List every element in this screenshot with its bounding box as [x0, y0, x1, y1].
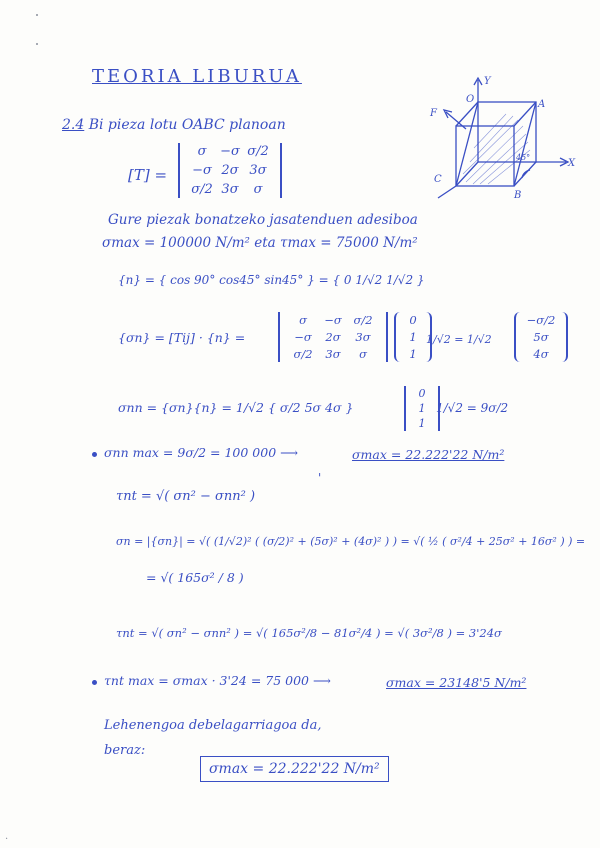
tensor-cell: σ [197, 144, 207, 159]
tensor-cell: σ/2 [247, 144, 269, 159]
tau-definition: τnt = √( σn² − σnn² ) [116, 489, 256, 504]
page-title: TEORIA LIBURUA [92, 66, 302, 87]
tensor-cell: −σ [220, 144, 240, 159]
final-answer-box: σmax = 22.222'22 N/m² [200, 756, 389, 782]
n-vector-line: {n} = { cos 90° cos45° sin45° } = { 0 1/√2 1/√2 } [118, 273, 425, 287]
sigma-n-modulus: σn = |{σn}| = √( (1/√2)² ( (σ/2)² + (5σ)² + (4σ)² ) ) = √( ½ ( σ²/4 + 25σ² + 16σ² ) ) = [116, 535, 586, 548]
tensor-matrix [178, 143, 282, 198]
tensor-cell: σ [359, 347, 367, 361]
vector-cell: 1 [418, 417, 426, 430]
tensor-cell: 2σ [325, 330, 341, 344]
point-label-c: C [434, 174, 442, 185]
vector-cell: 1 [409, 330, 417, 344]
point-label-o: O [466, 94, 475, 105]
vector-cell: 1 [418, 402, 426, 415]
sigma-max-equation: σnn max = 9σ/2 = 100 000 ⟶ [104, 445, 299, 460]
tensor-cell: 2σ [221, 163, 239, 178]
sigma-nn-result: 1/√2 = 9σ/2 [436, 401, 509, 415]
conclusion-line: Lehenengoa debelagarriagoa da, [104, 718, 322, 733]
n-column-vector-2 [404, 386, 440, 431]
sigma-n-multiplier: 1/√2 = 1/√2 [426, 333, 492, 346]
sigma-nn-line: σnn = {σn}{n} = 1/√2 { σ/2 5σ 4σ } [118, 400, 354, 415]
tensor-cell: −σ [192, 163, 212, 178]
tensor-cell: σ/2 [353, 313, 373, 327]
vector-cell: 0 [418, 387, 426, 400]
problem-line [62, 118, 286, 132]
vector-cell: 5σ [533, 330, 549, 344]
tensor-cell: σ [299, 313, 307, 327]
sigma-n-line: {σn} = [Tij] · {n} = [118, 330, 246, 345]
margin-dot [36, 14, 38, 16]
angle-label: 45° [516, 153, 531, 162]
sigma-n-result-vector [514, 312, 568, 362]
tensor-cell: −σ [324, 313, 342, 327]
tensor-cell: σ [253, 182, 263, 197]
bullet-2 [92, 680, 97, 685]
intro-line-2: σmax = 100000 N/m² eta τmax = 75000 N/m² [102, 235, 418, 251]
force-label: F [430, 108, 437, 119]
tensor-cell: 3σ [249, 163, 267, 178]
tensor-cell: 3σ [221, 182, 239, 197]
tensor-cell: −σ [294, 330, 312, 344]
tensor-cell: σ/2 [191, 182, 213, 197]
point-label-b: B [514, 190, 522, 201]
cube-diagram [418, 74, 578, 204]
stray-mark: ' [318, 471, 322, 485]
stray-dot: . [5, 831, 9, 842]
tensor-cell: 3σ [355, 330, 371, 344]
axis-label-y: Y [484, 76, 491, 87]
vector-cell: −σ/2 [526, 313, 556, 327]
vector-cell: 4σ [533, 347, 549, 361]
problem-number: 2.4 [62, 117, 85, 133]
problem-statement: Bi pieza lotu OABC planoan [88, 117, 286, 133]
z-axis [438, 186, 456, 198]
intro-line-1: Gure piezak bonatzeko jasatenduen adesiboa [108, 212, 418, 228]
axis-label-x: X [568, 158, 576, 169]
bullet-1 [92, 452, 97, 457]
answer-label: beraz: [104, 743, 146, 758]
tensor-label: [T] = [128, 166, 168, 184]
tau-max-equation: τnt max = σmax · 3'24 = 75 000 ⟶ [104, 673, 331, 688]
vector-cell: 1 [409, 347, 417, 361]
tau-calculation: τnt = √( σn² − σnn² ) = √( 165σ²/8 − 81σ²/4 ) = √( 3σ²/8 ) = 3'24σ [116, 626, 502, 640]
sigma-max-result: σmax = 22.222'22 N/m² [352, 447, 505, 462]
tensor-cell: 3σ [325, 347, 341, 361]
tensor-cell: σ/2 [293, 347, 313, 361]
margin-dot [36, 43, 38, 45]
point-label-a: A [538, 99, 546, 110]
tau-max-result: σmax = 23148'5 N/m² [386, 675, 527, 690]
sigma-n-modulus-result: = √( 165σ² / 8 ) [146, 570, 244, 585]
plane-hatching [463, 114, 530, 184]
vector-cell: 0 [409, 313, 417, 327]
tensor-matrix-2 [278, 312, 388, 362]
